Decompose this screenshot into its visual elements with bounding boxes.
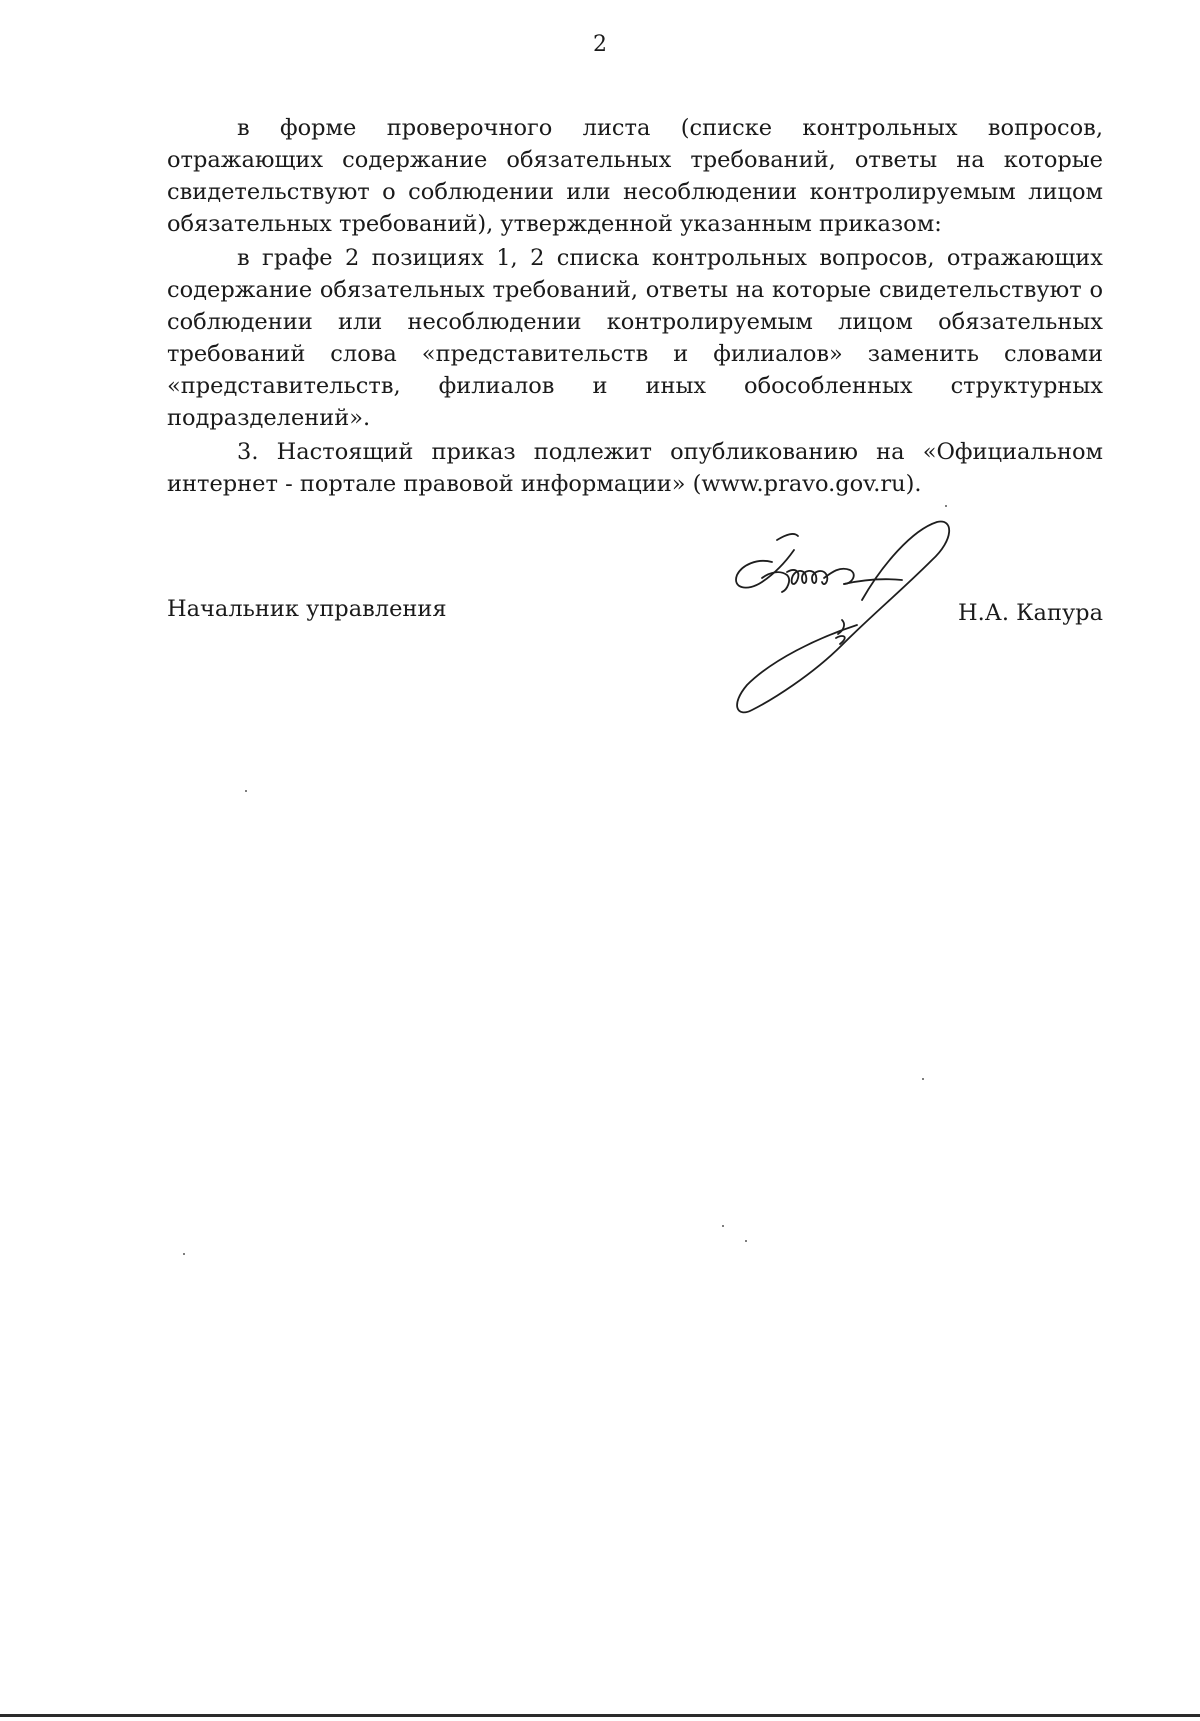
paragraph-publication: 3. Настоящий приказ подлежит опубликованию на «Официальном интернет - портале правовой информации» (www.pravo.gov.ru).: [167, 439, 1103, 497]
signer-name: Н.А. Капура: [958, 600, 1103, 626]
document-body: [167, 112, 1103, 500]
scan-speck: [245, 790, 247, 792]
scan-speck: [722, 1225, 724, 1227]
scan-speck: [183, 1253, 185, 1255]
paragraph-checklist-form: в форме проверочного листа (списке контрольных вопросов, отражающих содержание обязательных требований, ответы на которые свидетельствуют о соблюдении или несоблюдении контролируемым лицом обязательных требований), утвержденной указанным приказом:: [167, 115, 1103, 237]
scan-speck: [945, 505, 947, 507]
page-number: 2: [593, 32, 607, 57]
handwritten-signature-icon: [732, 520, 962, 715]
scan-speck: [745, 1240, 747, 1242]
scan-speck: [922, 1078, 924, 1080]
signer-position: Начальник управления: [167, 596, 447, 622]
paragraph-column-amendment: в графе 2 позициях 1, 2 списка контрольных вопросов, отражающих содержание обязательных требований, ответы на которые свидетельствуют о соблюдении или несоблюдении контролируемым лицом обязательных требований слова «представительств и филиалов» заменить словами «представительств, филиалов и иных обособленных структурных подразделений».: [167, 245, 1103, 431]
signature-block: [167, 520, 1103, 720]
scan-edge-line: [0, 1714, 1200, 1717]
